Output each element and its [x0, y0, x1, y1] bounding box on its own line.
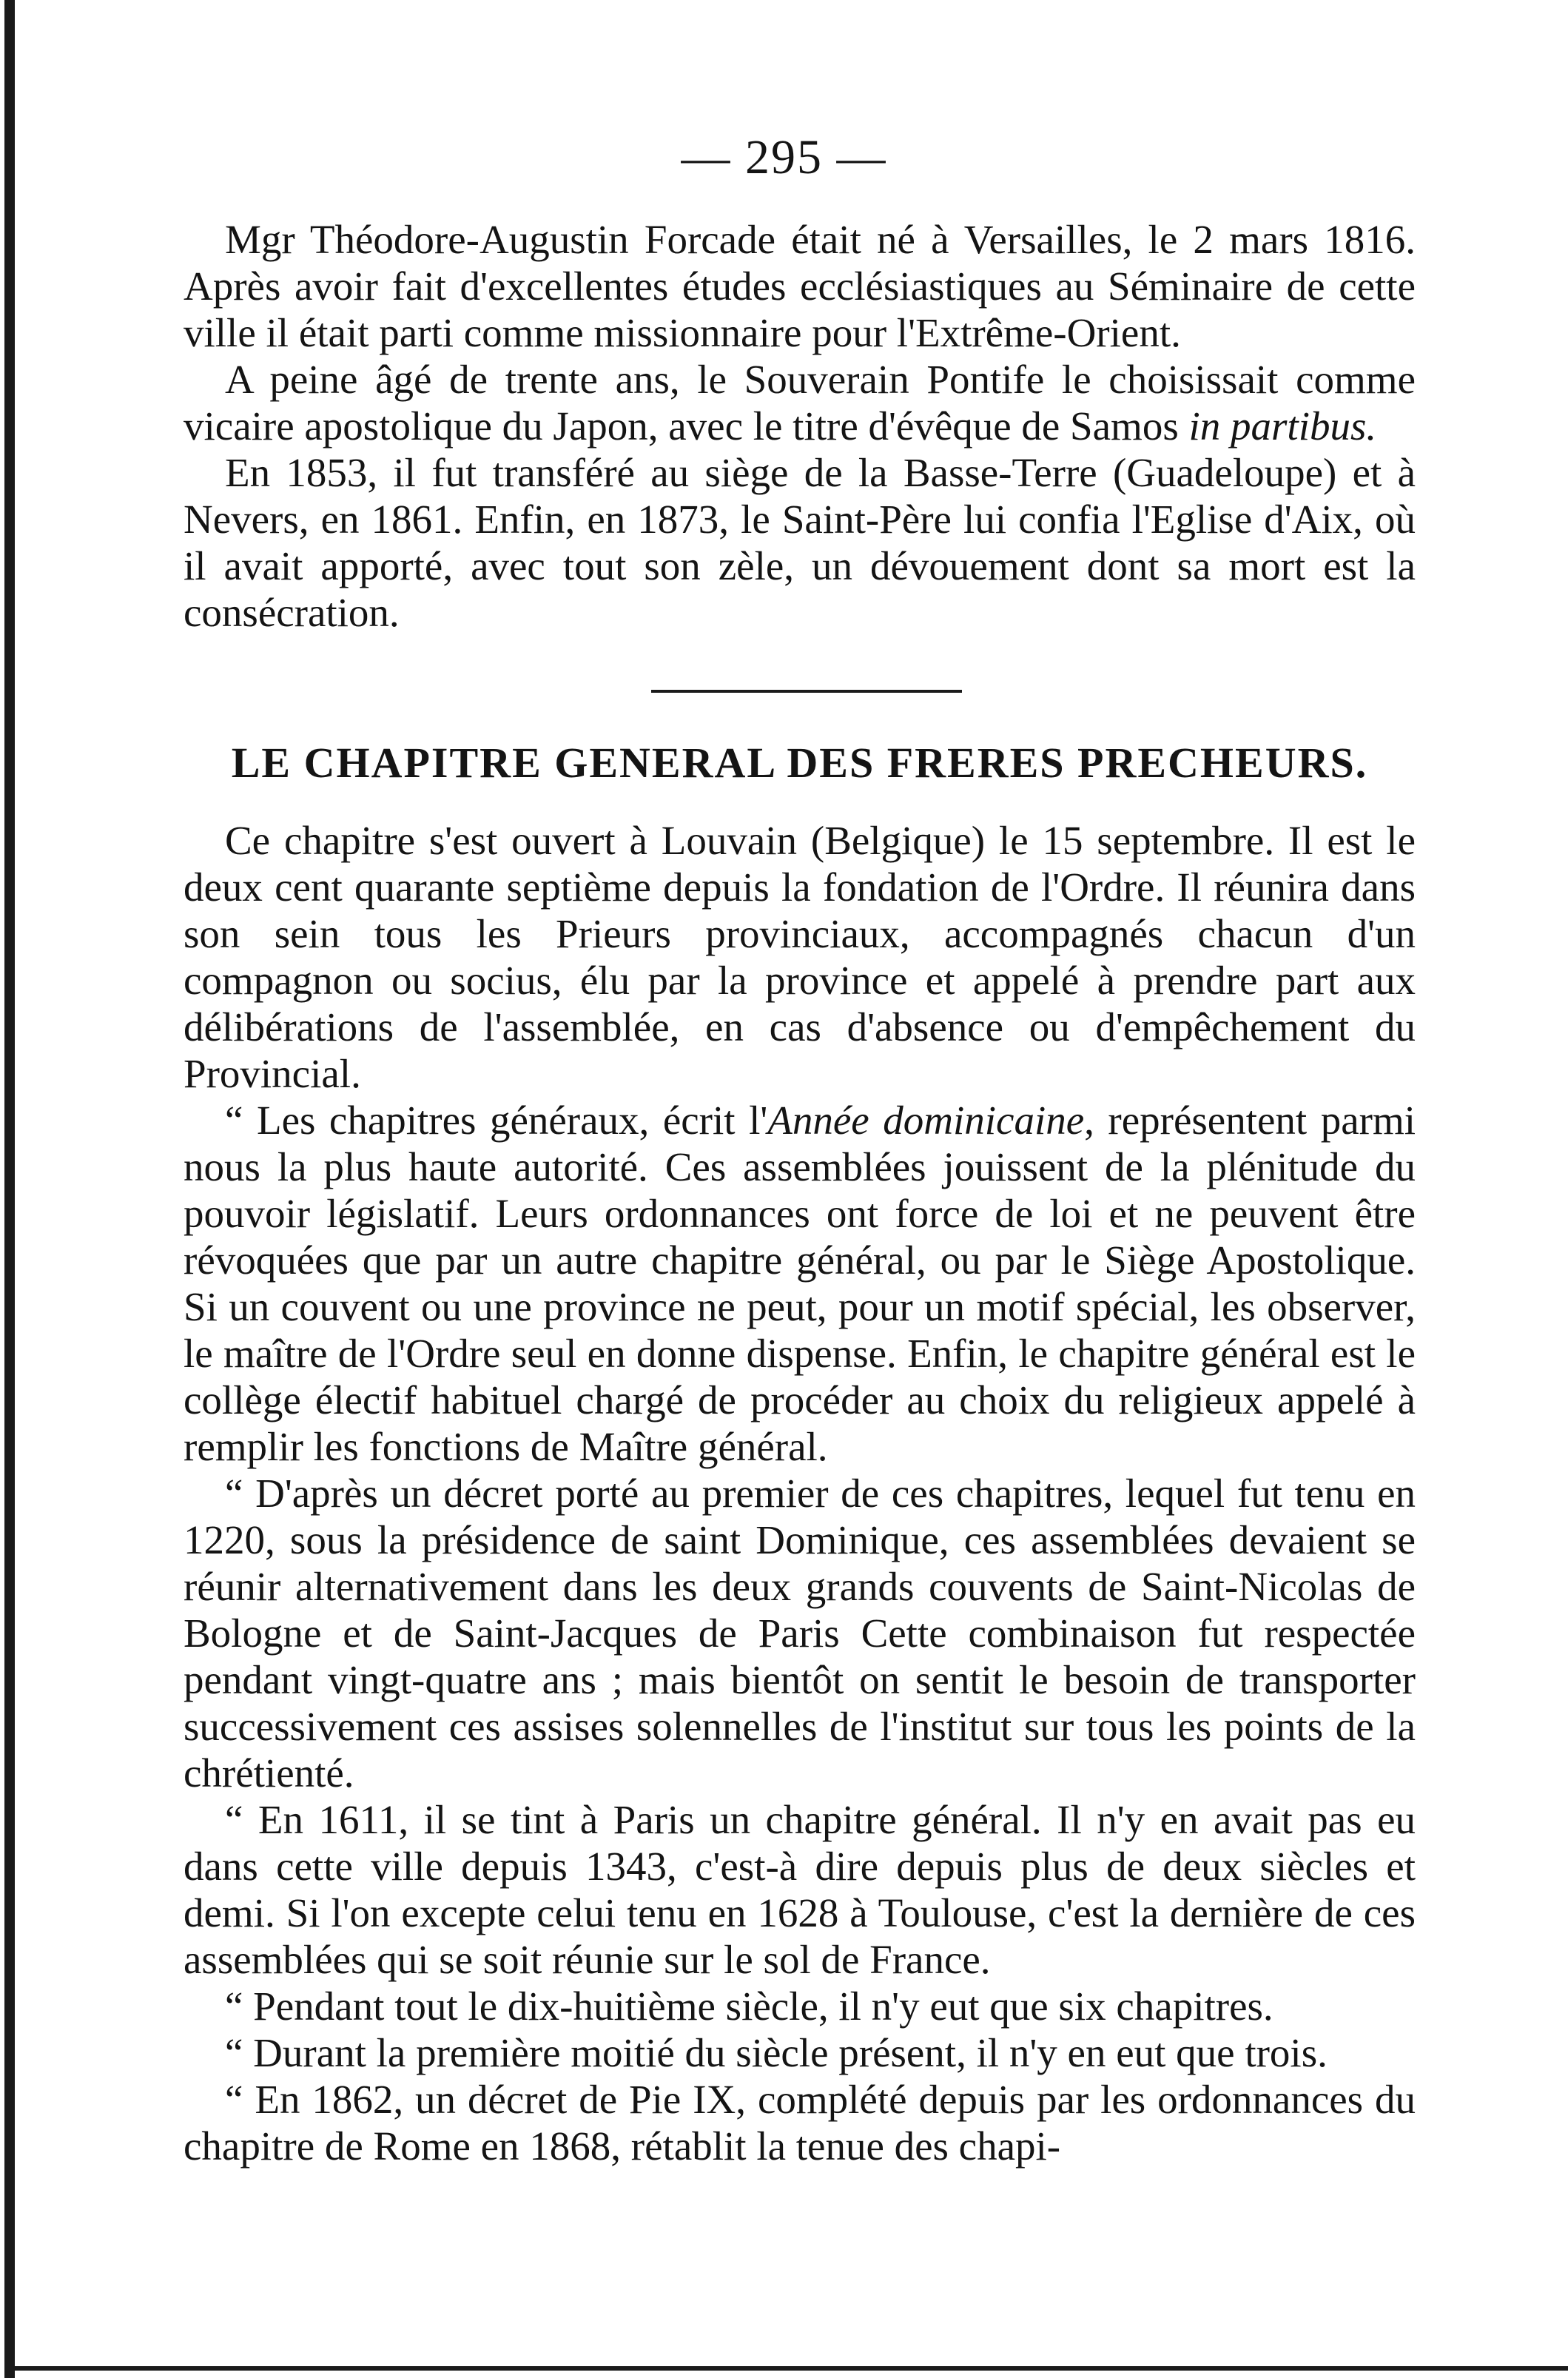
- quote-mark: “: [225, 1797, 243, 1842]
- page-edge-bottom: [4, 2366, 1568, 2371]
- section-separator: [651, 690, 962, 693]
- chapter-text: [184, 817, 1416, 2169]
- paragraph-decret-1220: [184, 1470, 1416, 1796]
- page-number: — 295 —: [681, 130, 887, 184]
- vicar-japan-text: A peine âgé de trente ans, le Souverain Pontife le choisissait comme vicaire apostolique du Japon, avec le titre d'évêque de Samos: [184, 357, 1416, 449]
- paragraph-dix-huitieme: [184, 1983, 1416, 2029]
- decret-1220-text: D'après un décret porté au premier de ces chapitres, lequel fut tenu en 1220, sous la présidence de saint Dominique, ces assemblées devaient se réunir alternativement dans les deux grands couvents de Saint-Nicolas de Bologne et de Saint-Jacques de Paris Cette combinaison fut respectée pendant vingt-quatre ans ; mais bientôt on sentit le besoin de transporter successivement ces assises solennelles de l'institut sur tous les points de la chrétienté.: [184, 1471, 1416, 1796]
- pie-ix-text: En 1862, un décret de Pie IX, complété depuis par les ordonnances du chapitre de Rome en 1868, rétablit la tenue des chapi-: [184, 2077, 1416, 2169]
- paragraph-paris-1611: [184, 1796, 1416, 1983]
- quote-mark: “: [225, 1471, 243, 1516]
- annee-quote-text: , représentent parmi nous la plus haute autorité. Ces assemblées jouissent de la plénitude du pouvoir législatif. Leurs ordonnances ont force de loi et ne peuvent être révoquées que par un autre chapitre général, ou par le Siège Apostolique. Si un couvent ou une province ne peut, pour un motif spécial, les observer, le maître de l'Ordre seul en donne dispense. Enfin, le chapitre général est le collège électif habituel chargé de procéder au choix du religieux appelé à remplir les fonctions de Maître général.: [184, 1098, 1416, 1469]
- paris-1611-text: En 1611, il se tint à Paris un chapitre général. Il n'y en avait pas eu dans cette ville depuis 1343, c'est-à dire depuis plus de deux siècles et demi. Si l'on excepte celui tenu en 1628 à Toulouse, c'est la dernière de ces assemblées qui se soit réunie sur le sol de France.: [184, 1797, 1416, 1982]
- paragraph-siecle-present: [184, 2029, 1416, 2076]
- in-partibus: in partibus.: [1188, 403, 1377, 449]
- paragraph-vicar-japan: [184, 356, 1416, 449]
- paragraph-transfers: En 1853, il fut transféré au siège de la Basse-Terre (Guadeloupe) et à Nevers, en 1861. Enfin, en 1873, le Saint-Père lui confia l'Eglise d'Aix, où il avait apporté, avec tout son zèle, un dévouement dont sa mort est la consécration.: [184, 450, 1416, 635]
- section-title: LE CHAPITRE GENERAL DES FRERES PRECHEURS.: [231, 739, 1368, 787]
- page-edge-left: [4, 0, 15, 2378]
- paragraph-pie-ix: [184, 2076, 1416, 2169]
- intro-text: [184, 216, 1416, 636]
- paragraph-forcade-birth: Mgr Théodore-Augustin Forcade était né à Versailles, le 2 mars 1816. Après avoir fait d'excellentes études ecclésiastiques au Séminaire de cette ville il était parti comme missionnaire pour l'Extrême-Orient.: [184, 217, 1416, 355]
- quote-mark: “: [225, 1098, 243, 1143]
- quote-mark: “: [225, 1984, 243, 2029]
- quote-mark: “: [225, 2030, 243, 2075]
- paragraph-chapitres-generaux: [184, 1097, 1416, 1470]
- annee-dominicaine-title: Année dominicaine: [767, 1098, 1085, 1143]
- quote-intro: Les chapitres généraux, écrit l': [256, 1098, 768, 1143]
- paragraph-louvain: Ce chapitre s'est ouvert à Louvain (Belgique) le 15 septembre. Il est le deux cent quarante septième depuis la fondation de l'Ordre. Il réunira dans son sein tous les Prieurs provinciaux, accompagnés chacun d'un compagnon ou socius, élu par la province et appelé à prendre part aux délibérations de l'assemblée, en cas d'absence ou d'empêchement du Provincial.: [184, 818, 1416, 1096]
- dix-huitieme-text: Pendant tout le dix-huitième siècle, il n'y eut que six chapitres.: [253, 1984, 1273, 2029]
- quote-mark: “: [225, 2077, 243, 2122]
- siecle-present-text: Durant la première moitié du siècle présent, il n'y en eut que trois.: [253, 2030, 1328, 2075]
